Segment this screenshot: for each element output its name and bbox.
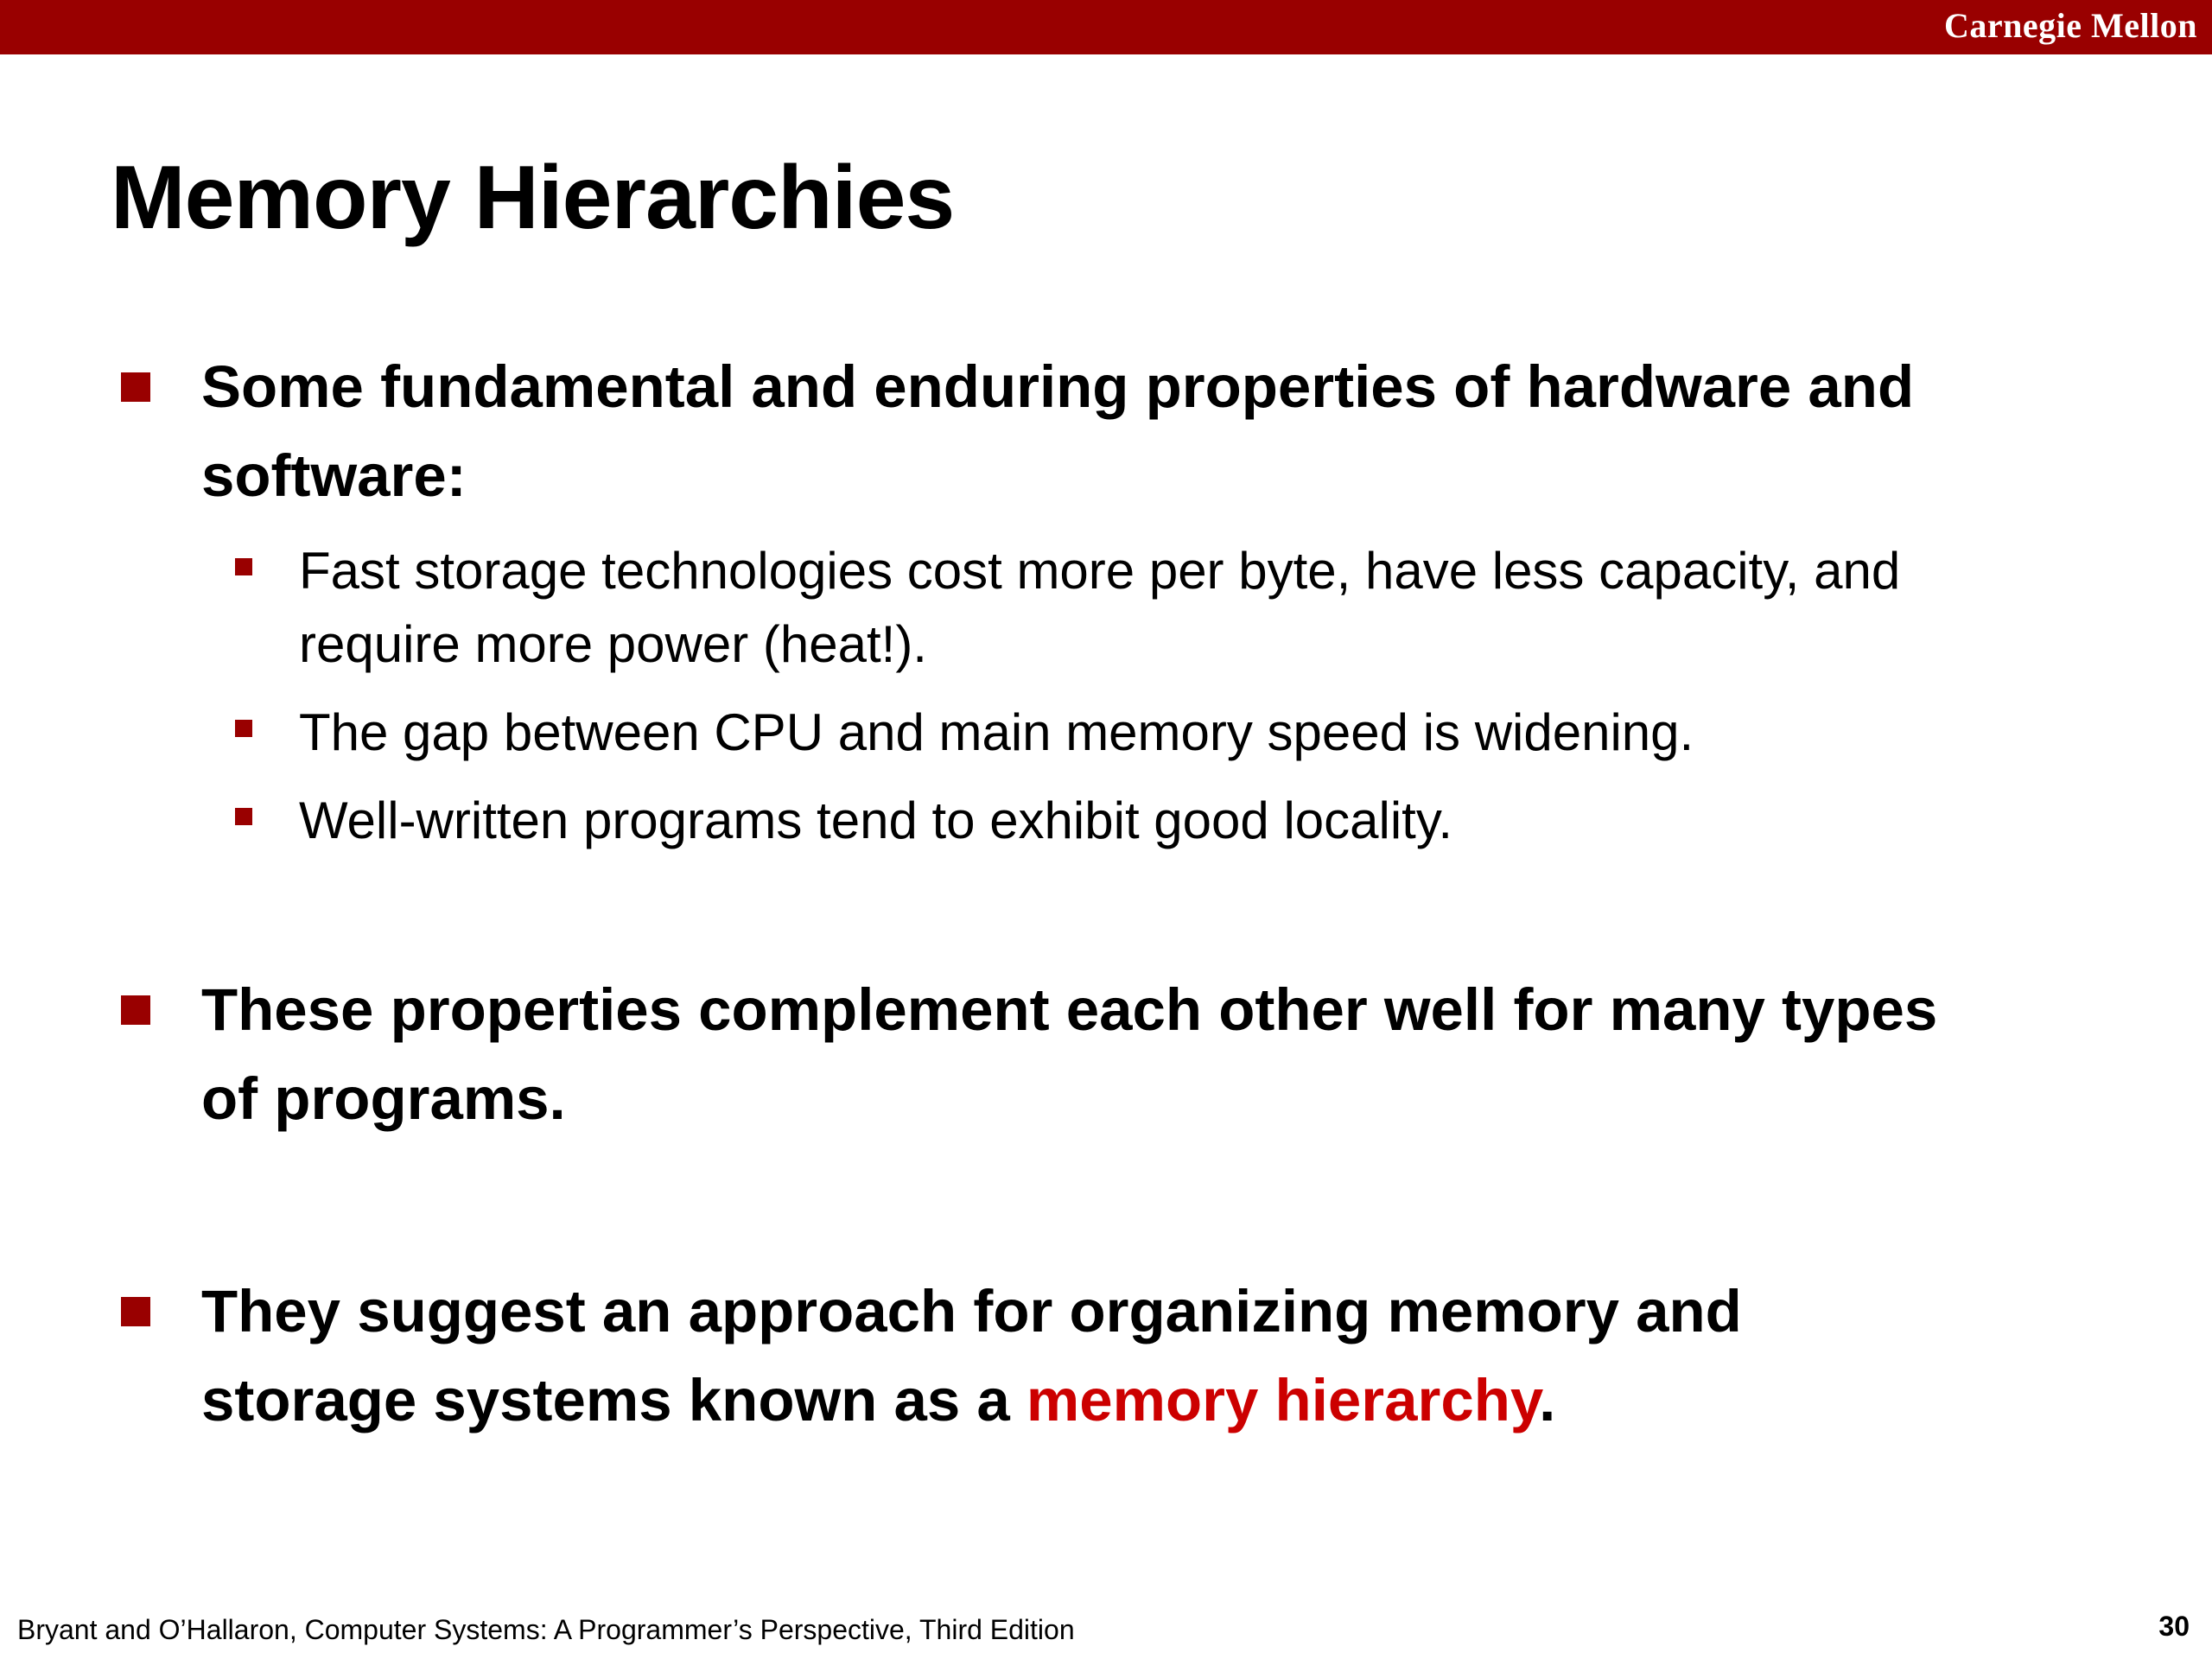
bullet-text-after: . — [1539, 1367, 1556, 1433]
square-bullet-icon — [121, 995, 150, 1025]
bullet-item — [121, 965, 1961, 1143]
bullet-text-before: They suggest an approach for organizing memory and storage systems known as a — [201, 1278, 1742, 1433]
bullet-item — [121, 1267, 1961, 1445]
sub-item — [233, 784, 1961, 857]
brand-logo-text: Carnegie Mellon — [1944, 6, 2197, 45]
square-bullet-icon — [121, 372, 150, 402]
square-sub-bullet-icon — [235, 808, 252, 825]
bullet-text — [201, 1267, 1961, 1445]
bullet-item — [121, 342, 1961, 520]
bullet-text: These properties complement each other well for many types of programs. — [201, 976, 1938, 1132]
square-sub-bullet-icon — [235, 558, 252, 575]
sub-item-text: The gap between CPU and main memory speed is widening. — [299, 703, 1694, 761]
bullet-text: Some fundamental and enduring properties of hardware and software: — [201, 353, 1915, 509]
sub-item-text: Fast storage technologies cost more per byte, have less capacity, and require more power (heat!). — [299, 542, 1901, 673]
slide-title: Memory Hierarchies — [111, 148, 955, 248]
square-sub-bullet-icon — [235, 720, 252, 737]
header-bar — [0, 0, 2212, 54]
sub-item — [233, 696, 1961, 769]
page-number: 30 — [2158, 1611, 2190, 1642]
sub-item — [233, 534, 1961, 681]
footer-citation: Bryant and O’Hallaron, Computer Systems: A Programmer’s Perspective, Third Edition — [17, 1614, 1075, 1645]
sub-list — [233, 534, 1961, 872]
square-bullet-icon — [121, 1297, 150, 1326]
memory-hierarchy-term: memory hierarchy — [1026, 1367, 1540, 1433]
sub-item-text: Well-written programs tend to exhibit good locality. — [299, 791, 1453, 849]
